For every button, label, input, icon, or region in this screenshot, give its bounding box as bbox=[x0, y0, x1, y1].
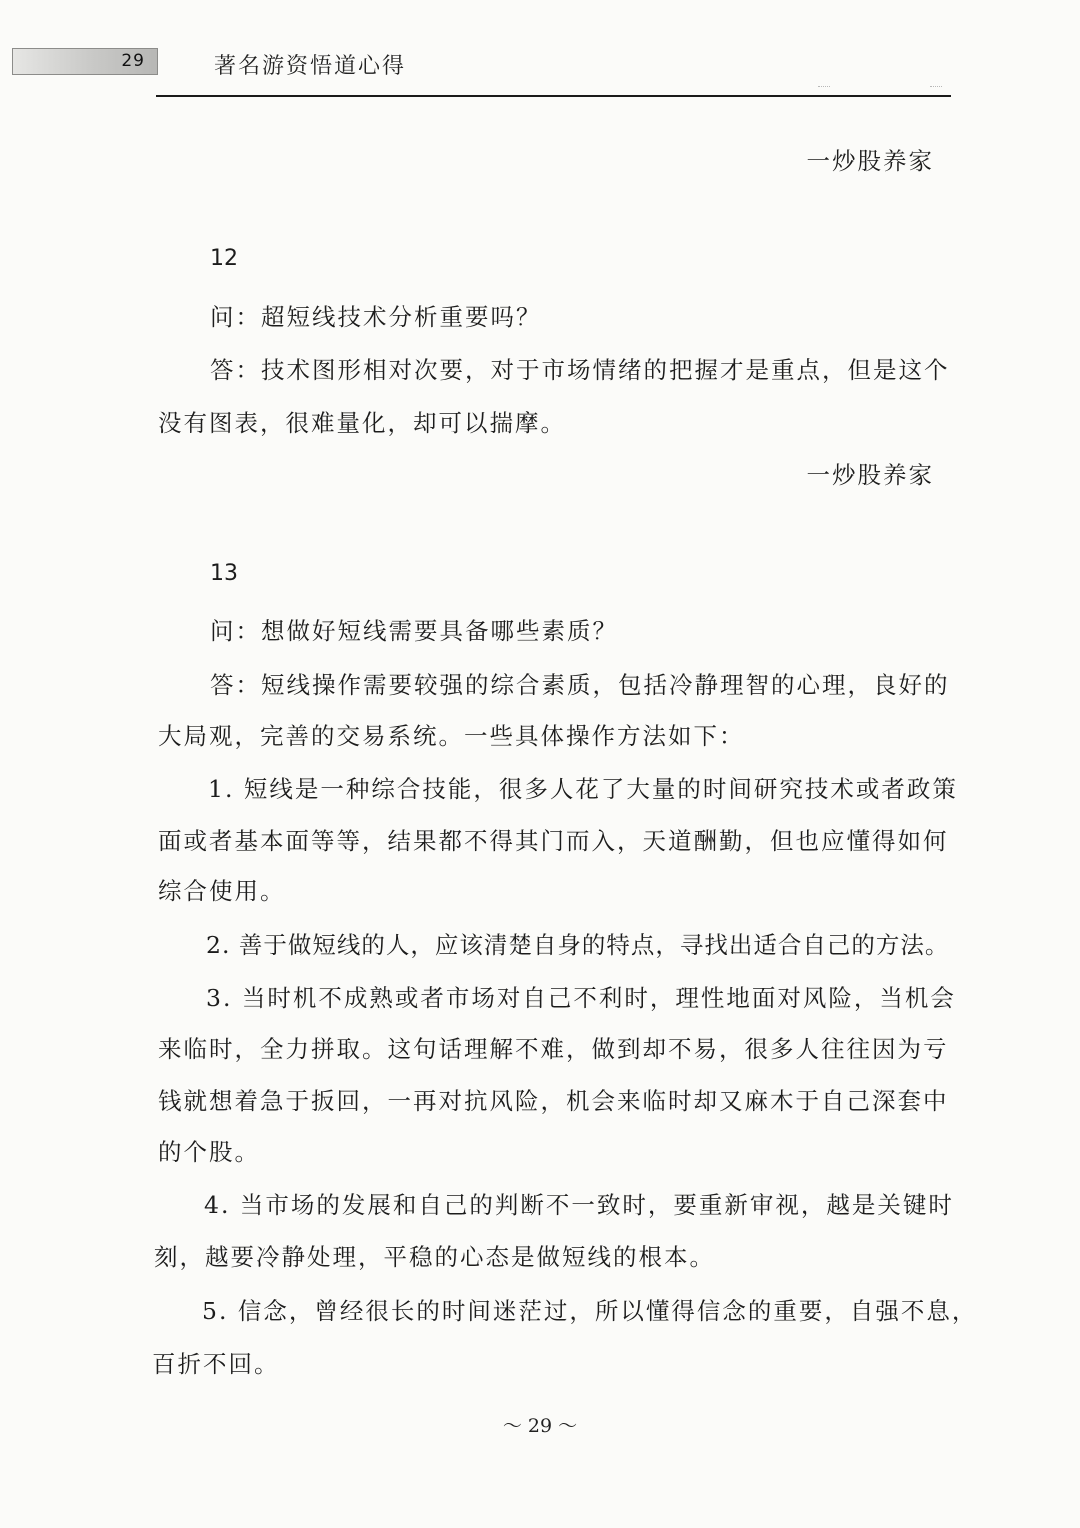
point-3-line: 来临时，全力拼取。这句话理解不难，做到却不易，很多人往往因为亏 bbox=[158, 1035, 949, 1063]
page-tab bbox=[12, 48, 158, 75]
signature-top: 一炒股养家 bbox=[806, 147, 934, 175]
point-3-line: 的个股。 bbox=[158, 1138, 260, 1166]
point-3-line: 钱就想着急于扳回，一再对抗风险，机会来临时却又麻木于自己深套中 bbox=[158, 1087, 949, 1115]
point-1-line: 综合使用。 bbox=[158, 877, 286, 905]
point-3-line: 3. 当时机不成熟或者市场对自己不利时，理性地面对风险，当机会 bbox=[206, 984, 956, 1012]
point-5-line: 5. 信念，曾经很长的时间迷茫过，所以懂得信念的重要，自强不息， bbox=[202, 1297, 978, 1325]
scan-smudge bbox=[930, 86, 942, 90]
q12-answer-line: 没有图表，很难量化，却可以揣摩。 bbox=[158, 409, 566, 437]
q13-question: 问：想做好短线需要具备哪些素质？ bbox=[210, 617, 618, 645]
point-4-line: 4. 当市场的发展和自己的判断不一致时，要重新审视，越是关键时 bbox=[204, 1191, 954, 1219]
q12-signature: 一炒股养家 bbox=[806, 461, 934, 489]
point-2-line: 2. 善于做短线的人，应该清楚自身的特点，寻找出适合自己的方法。 bbox=[206, 931, 950, 959]
point-1-line: 面或者基本面等等，结果都不得其门而入，天道酬勤，但也应懂得如何 bbox=[158, 827, 949, 855]
q12-question: 问：超短线技术分析重要吗？ bbox=[210, 303, 542, 331]
footer-page-number: ～ 29 ～ bbox=[502, 1415, 578, 1437]
q13-answer-line: 大局观，完善的交易系统。一些具体操作方法如下： bbox=[158, 722, 745, 750]
q12-answer-line: 答：技术图形相对次要，对于市场情绪的把握才是重点，但是这个 bbox=[210, 356, 950, 384]
page-tab-number: 29 bbox=[121, 51, 145, 71]
point-4-line: 刻，越要冷静处理，平稳的心态是做短线的根本。 bbox=[154, 1243, 715, 1271]
header-rule bbox=[156, 95, 951, 97]
point-1-line: 1. 短线是一种综合技能，很多人花了大量的时间研究技术或者政策 bbox=[208, 775, 958, 803]
question-number-13: 13 bbox=[210, 561, 238, 586]
book-title: 著名游资悟道心得 bbox=[214, 54, 407, 79]
q13-answer-line: 答：短线操作需要较强的综合素质，包括冷静理智的心理，良好的 bbox=[210, 671, 950, 699]
point-5-line: 百折不回。 bbox=[152, 1350, 280, 1378]
scan-smudge bbox=[818, 86, 830, 90]
question-number-12: 12 bbox=[210, 246, 238, 271]
